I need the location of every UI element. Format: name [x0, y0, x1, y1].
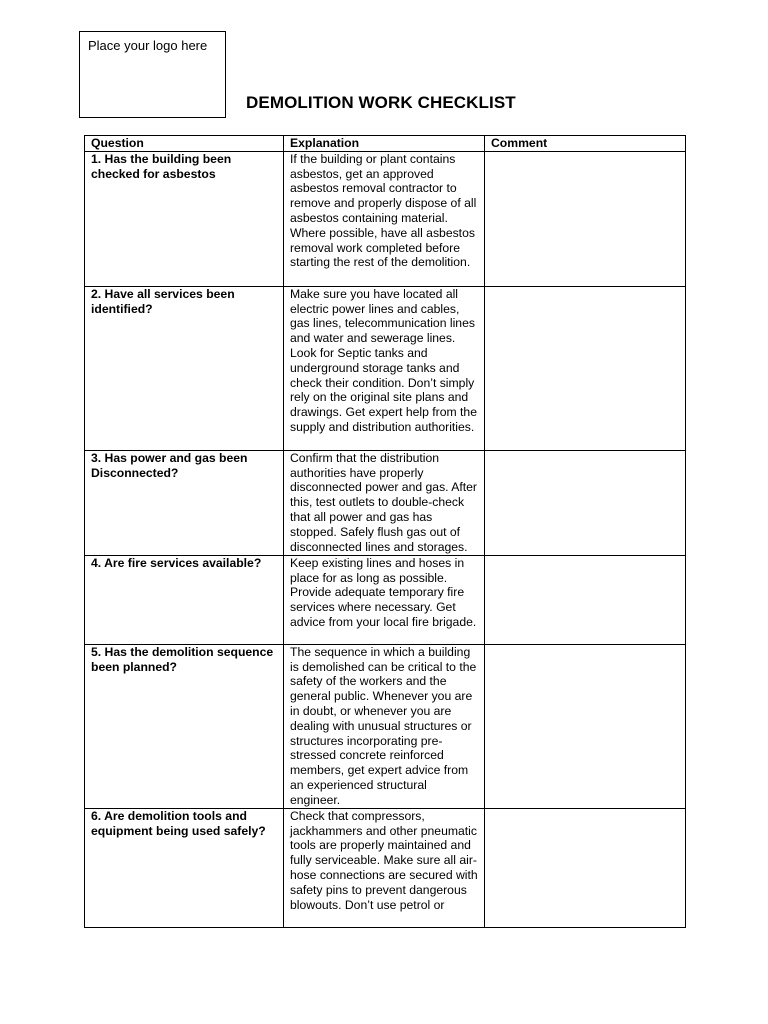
explanation-cell: If the building or plant contains asbestos, get an approved asbestos removal contractor to remove and properly dispose of all asbestos containing material. Where possible, have all asbestos removal work completed before starting the rest of the demolition.	[284, 151, 485, 286]
comment-cell[interactable]	[485, 151, 686, 286]
explanation-cell: Check that compressors, jackhammers and other pneumatic tools are properly maintained and fully serviceable. Make sure all air-hose connections are secured with safety pins to prevent dangerous blowouts. Don’t use petrol or	[284, 808, 485, 927]
question-cell: 6. Are demolition tools and equipment being used safely?	[85, 808, 284, 927]
table-row	[85, 555, 686, 644]
table-row	[85, 450, 686, 555]
question-cell: 1. Has the building been checked for asbestos	[85, 151, 284, 286]
table-header-row	[85, 136, 686, 152]
comment-cell[interactable]	[485, 555, 686, 644]
table-row	[85, 151, 686, 286]
question-cell: 4. Are fire services available?	[85, 555, 284, 644]
logo-placeholder-text: Place your logo here	[88, 38, 208, 53]
explanation-cell: Confirm that the distribution authorities have properly disconnected power and gas. After this, test outlets to double-check that all power and gas has stopped. Safely flush gas out of disconnected lines and storages.	[284, 450, 485, 555]
checklist-table	[84, 135, 686, 928]
header-question: Question	[85, 136, 284, 152]
header-explanation: Explanation	[284, 136, 485, 152]
explanation-cell: Make sure you have located all electric power lines and cables, gas lines, telecommunication lines and water and sewerage lines. Look for Septic tanks and underground storage tanks and check their condition. Don’t simply rely on the original site plans and drawings. Get expert help from the supply and distribution authorities.	[284, 286, 485, 450]
explanation-cell: The sequence in which a building is demolished can be critical to the safety of the workers and the general public. Whenever you are in doubt, or whenever you are dealing with unusual structures or structures incorporating pre-stressed concrete reinforced members, get expert advice from an experienced structural engineer.	[284, 644, 485, 808]
table-row	[85, 286, 686, 450]
question-cell: 5. Has the demolition sequence been planned?	[85, 644, 284, 808]
comment-cell[interactable]	[485, 286, 686, 450]
header-comment: Comment	[485, 136, 686, 152]
comment-cell[interactable]	[485, 808, 686, 927]
comment-cell[interactable]	[485, 450, 686, 555]
comment-cell[interactable]	[485, 644, 686, 808]
question-cell: 2. Have all services been identified?	[85, 286, 284, 450]
question-cell: 3. Has power and gas been Disconnected?	[85, 450, 284, 555]
table-row	[85, 644, 686, 808]
table-row	[85, 808, 686, 927]
explanation-cell: Keep existing lines and hoses in place for as long as possible. Provide adequate temporary fire services where necessary. Get advice from your local fire brigade.	[284, 555, 485, 644]
logo-placeholder-box	[79, 31, 226, 118]
document-title: DEMOLITION WORK CHECKLIST	[246, 93, 516, 112]
